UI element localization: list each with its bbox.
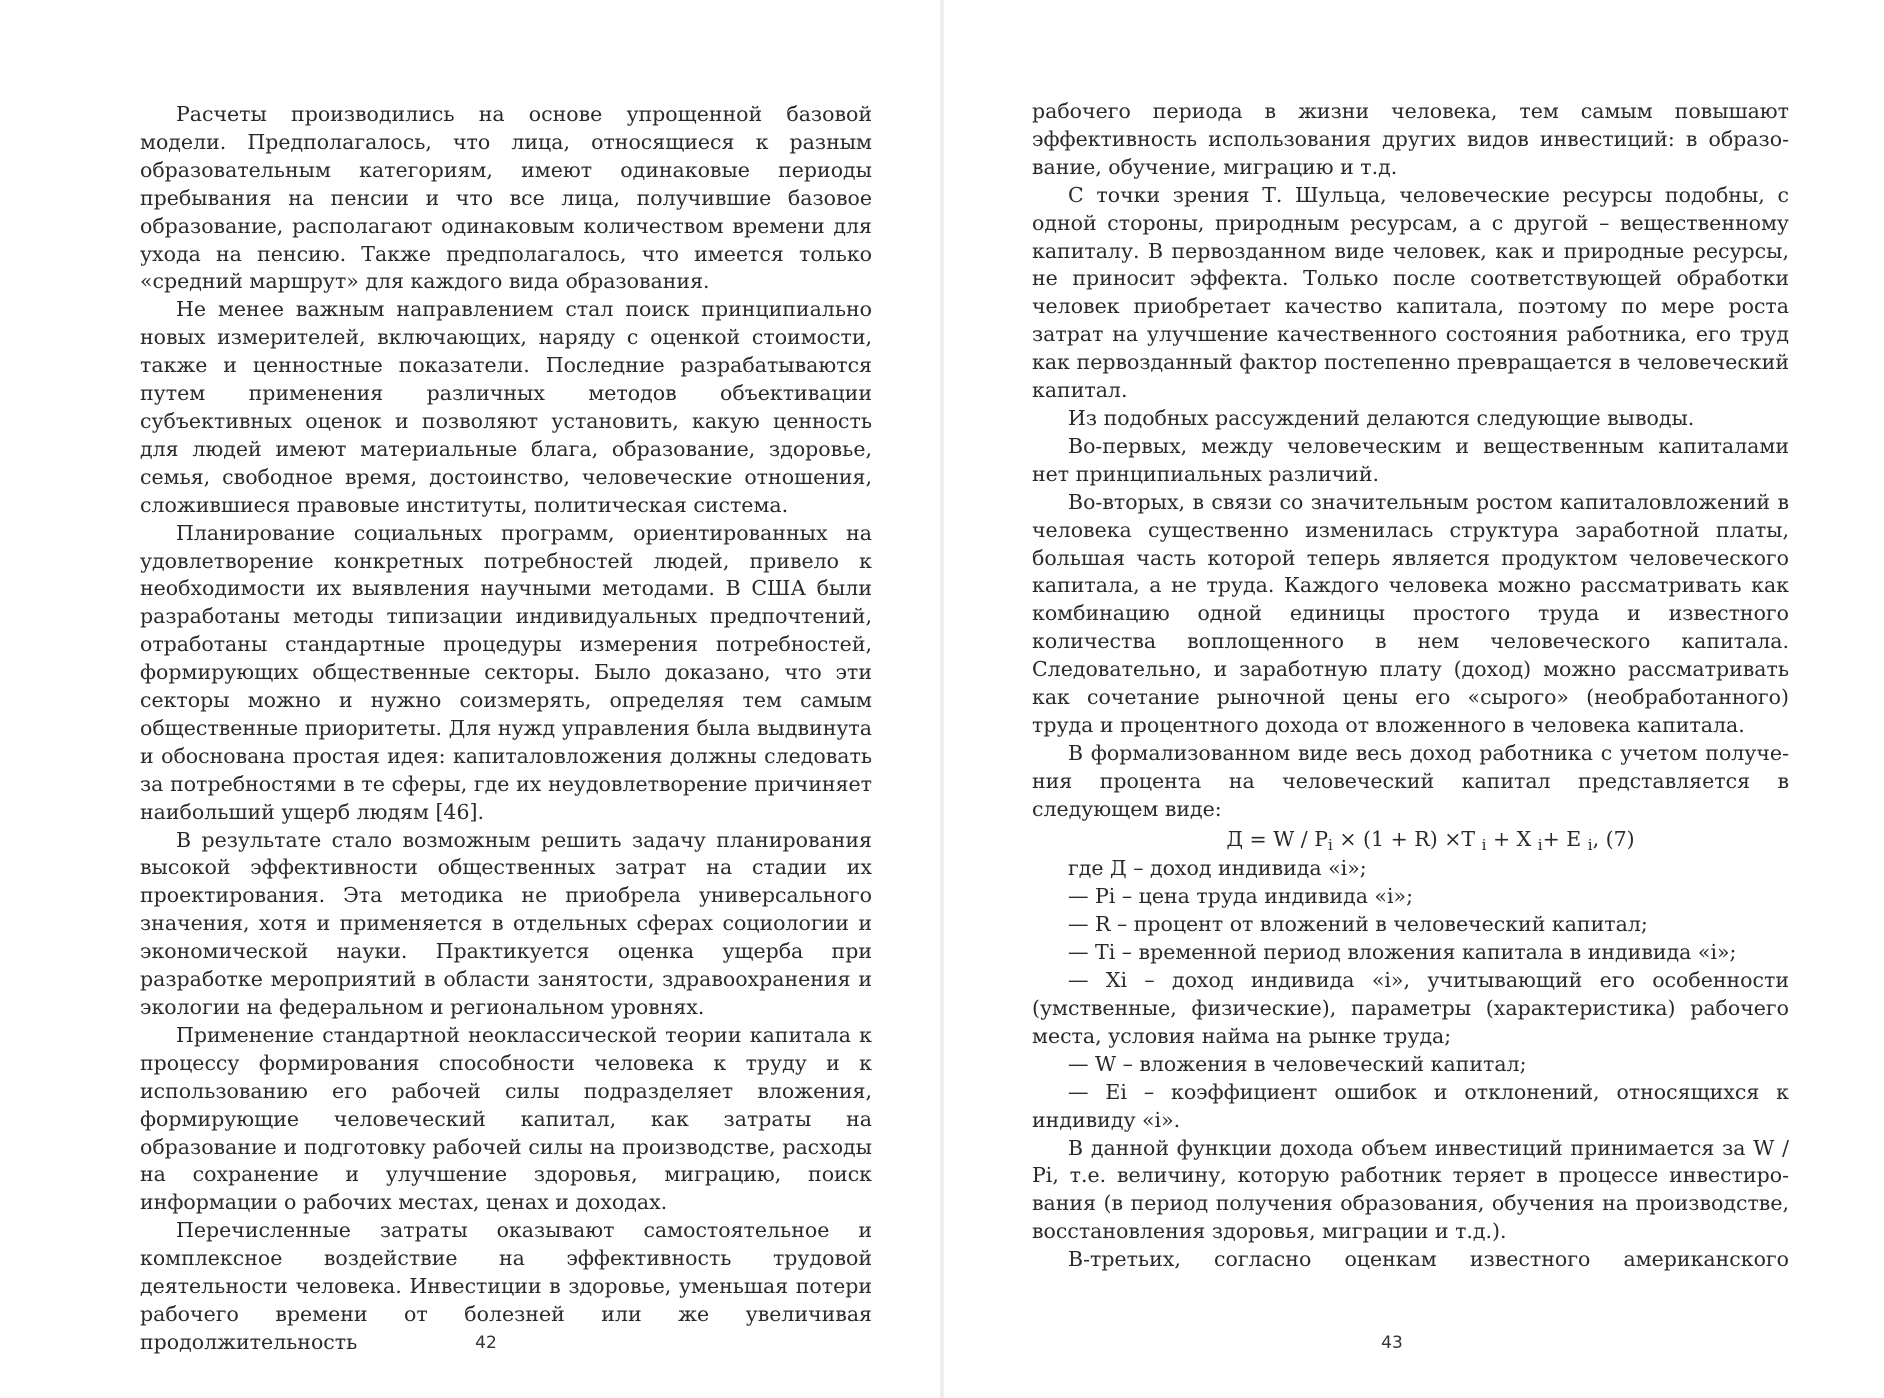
left-page-text bbox=[140, 101, 872, 1357]
formula-part: + X bbox=[1486, 826, 1538, 851]
definition-item: — Ti – временной период вложения капитала в индивида «i»; bbox=[1068, 940, 1737, 965]
paragraph-continuation: рабочего периода в жизни человека, тем самым повышают эффективность использования других видов инвестиций: в образование, обучение, миграцию и т.д. bbox=[1032, 99, 1789, 179]
right-page-text bbox=[1032, 98, 1789, 1274]
paragraph: Перечисленные затраты оказывают самостоятельное и комплексное воздействие на эффективность трудовой деятельности человека. Инвестиции в здоровье, уменьшая потери рабочего времени от болезней или же увеличивая продолжительность bbox=[140, 1218, 872, 1354]
formula-part: , (7) bbox=[1592, 826, 1635, 851]
paragraph: С точки зрения Т. Шульца, человеческие ресурсы подобны, с одной стороны, природным ресурсам, а с другой – вещественному капиталу. В первозданном виде человек, как и природные ресурсы, не приносит эффекта. Только после соответствующей обработки человек приобретает качество капитала, поэтому по мере роста затрат на улучшение качественного состояния работника, его труд как первозданный фактор постепенно превращается в человеческий капитал. bbox=[1032, 182, 1789, 403]
formula-subscript: i bbox=[1328, 835, 1333, 854]
paragraph: Планирование социальных программ, ориентированных на удовлетворение конкретных потребностей людей, привело к необходимости их выявления научными методами. В США были разработаны методы типизации индивидуальных предпочтений, отработаны стандартные процедуры измерения потребностей, формирующих общественные секторы. Было доказано, что эти секторы можно и нужно соизмерять, определяя тем самым общественные приоритеты. Для нужд управления была выдвинута и обоснована простая идея: капиталовложения должны следовать за потребностями в те сферы, где их неудовлетворение причиняет наибольший ущерб людям [46]. bbox=[140, 520, 872, 824]
paragraph: Не менее важным направлением стал поиск принципиально новых измерителей, включающих, наряду с оценкой стоимости, также и ценностные показатели. Последние разрабатываются путем применения различных методов объективации субъективных оценок и позволяют установить, какую ценность для людей имеют материальные блага, образование, здоровье, семья, свободное время, достоинство, человеческие отношения, сложившиеся правовые институты, политическая система. bbox=[140, 297, 872, 517]
formula-part: + E bbox=[1542, 826, 1588, 851]
definition-item: — Pi – цена труда индивида «i»; bbox=[1068, 884, 1413, 909]
page-number: 42 bbox=[475, 1333, 497, 1353]
paragraph: В результате стало возможным решить задачу планирования высокой эффективности общественных затрат на стадии их проектирования. Эта методика не приобрела универсального значения, хотя и применяется в отдельных сферах социологии и экономической науки. Практикуется оценка ущерба при разработке мероприятий в области занятости, здравоохранения и экологии на федеральном и региональном уровнях. bbox=[140, 827, 872, 1019]
paragraph: Во-первых, между человеческим и вещественным капиталами нет принципиальных различий. bbox=[1032, 433, 1789, 486]
definition-item: — R – процент от вложений в человеческий капитал; bbox=[1068, 912, 1648, 937]
paragraph: Расчеты производились на основе упрощенной базовой модели. Предполагалось, что лица, относящиеся к разным образовательным категориям, имеют одинаковые периоды пребывания на пенсии и что все лица, получившие базовое образование, располагают одинаковым количеством времени для ухода на пенсию. Также предполагалось, что имеется только «средний маршрут» для каждого вида образования. bbox=[140, 102, 872, 294]
formula-subscript: i bbox=[1537, 835, 1543, 854]
definition-item: — Ei – коэффициент ошибок и отклонений, относящихся к индивиду «i». bbox=[1032, 1079, 1789, 1132]
paragraph: Применение стандартной неоклассической теории капитала к процессу формирования способности человека к труду и к использованию его рабочей силы подразделяет вложения, формирующие человеческий капитал, как затраты на образование и подготовку рабочей силы на производстве, расходы на сохранение и улучшение здоровья, миграцию, поиск информации о рабочих местах, ценах и доходах. bbox=[140, 1022, 872, 1215]
right-page bbox=[942, 0, 1884, 1398]
definition-item: — Xi – доход индивида «i», учитывающий его особенности (умственные, физические), параметры (характеристика) рабочего места, условия найма на рынке труда; bbox=[1032, 968, 1789, 1048]
formula-subscript: i bbox=[1587, 835, 1593, 854]
definition-item: где Д – доход индивида «i»; bbox=[1068, 856, 1367, 881]
paragraph: В-третьих, согласно оценкам известного американского bbox=[1068, 1247, 1789, 1272]
paragraph: В формализованном виде весь доход работника с учетом получения процента на человеческий капитал представляется в следующем виде: bbox=[1032, 740, 1789, 821]
definition-item: — W – вложения в человеческий капитал; bbox=[1068, 1051, 1527, 1076]
formula-part: Д = W / P bbox=[1226, 826, 1329, 851]
page-number: 43 bbox=[1381, 1333, 1403, 1353]
paragraph: В данной функции дохода объем инвестиций принимается за W / Pi, т.е. величину, которую работник теряет в процессе инвестирования (в период получения образования, обучения на производстве, восстановления здоровья, миграции и т.д.). bbox=[1032, 1135, 1789, 1244]
paragraph: Из подобных рассуждений делаются следующие выводы. bbox=[1068, 405, 1695, 430]
formula-part: × (1 + R) ×T bbox=[1332, 826, 1482, 851]
formula-subscript: i bbox=[1481, 835, 1487, 854]
income-formula bbox=[1032, 826, 1789, 854]
paragraph: Во-вторых, в связи со значительным ростом капиталовложений в человека существенно изменилась структура заработной платы, большая часть которой теперь является продуктом человеческого капитала, а не труда. Каждого человека можно рассматривать как комбинацию одной единицы простого труда и известного количества воплощенного в нем человеческого капитала. Следовательно, и заработную плату (доход) можно рассматривать как сочетание рыночной цены его «сырого» (необработанного) труда и процентного дохода от вложенного в человека капитала. bbox=[1032, 489, 1789, 737]
